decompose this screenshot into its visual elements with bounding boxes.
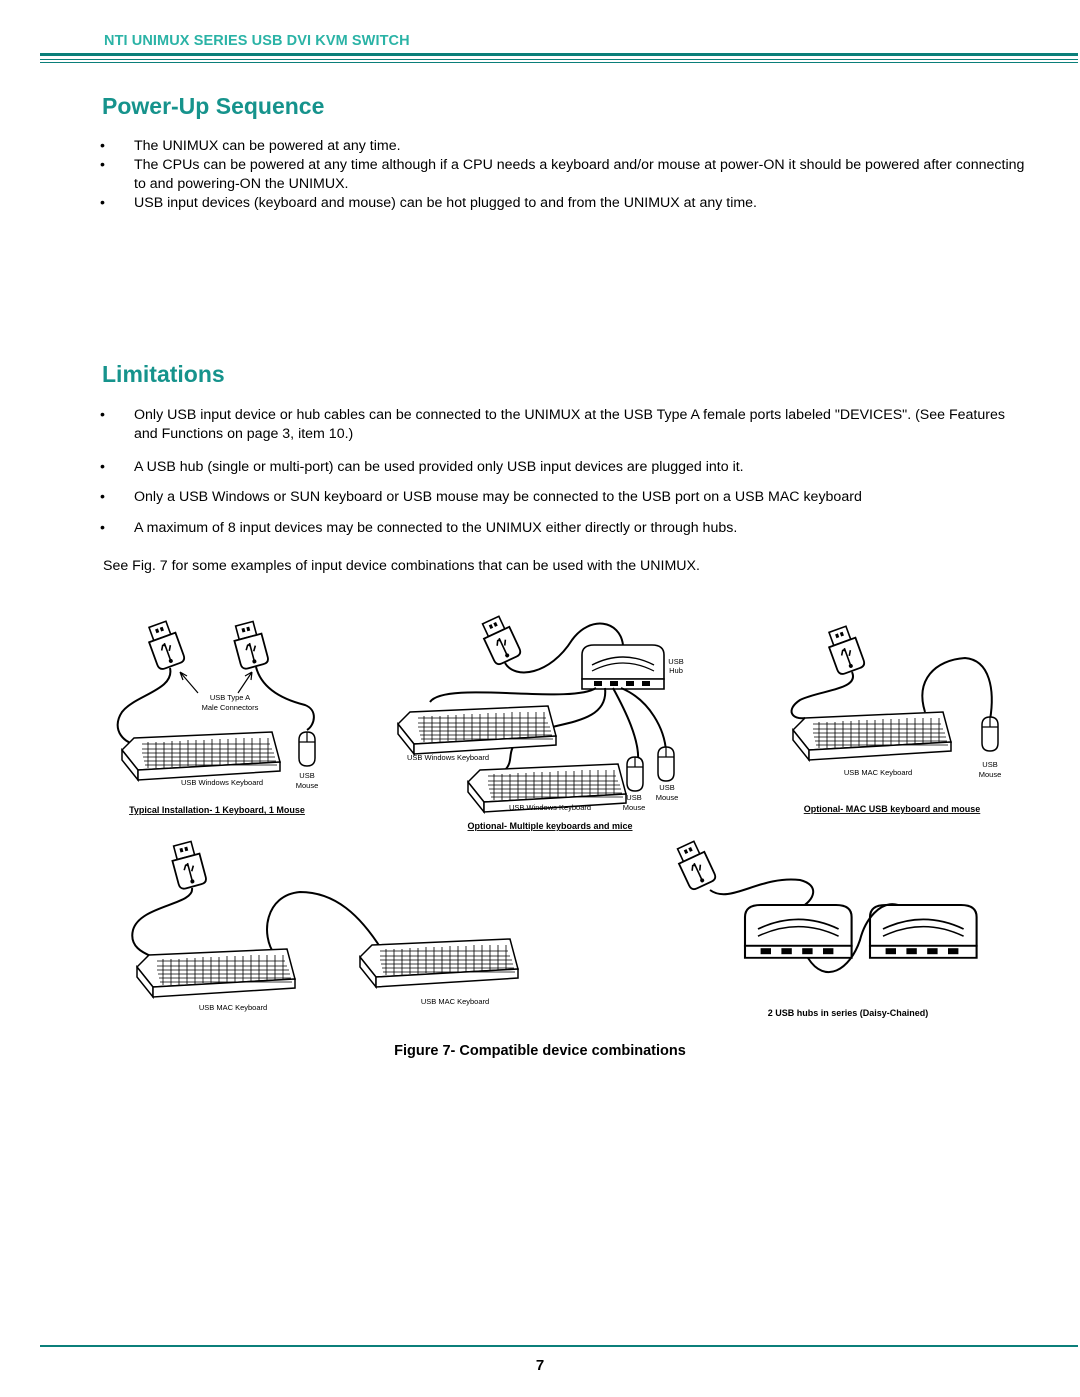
compatible-devices-figure	[0, 600, 1080, 1040]
panel-caption: Optional- Multiple keyboards and mice	[467, 821, 633, 831]
mouse-label: Mouse	[622, 803, 646, 812]
figure-caption: Figure 7- Compatible device combinations	[394, 1043, 686, 1059]
panel-caption: 2 USB hubs in series (Daisy-Chained)	[767, 1008, 929, 1018]
mouse-label: Mouse	[978, 770, 1002, 779]
keyboard-label: USB MAC Keyboard	[198, 1003, 268, 1012]
keyboard-label: USB Windows Keyboard	[406, 753, 490, 762]
mouse-label: Mouse	[655, 793, 679, 802]
panel-caption: Optional- MAC USB keyboard and mouse	[803, 804, 981, 814]
mouse-label: USB	[659, 783, 675, 792]
see-figure-text: See Fig. 7 for some examples of input device combinations that can be used with the UNIMUX.	[103, 558, 700, 574]
limitations-heading: Limitations	[102, 361, 225, 387]
hub-label: USB	[668, 657, 684, 666]
panel-daisy-hubs	[673, 839, 977, 1018]
connector-label: Male Connectors	[201, 703, 259, 712]
footer-rule	[40, 1345, 1078, 1347]
running-header: NTI UNIMUX SERIES USB DVI KVM SWITCH	[104, 33, 410, 49]
keyboard-label: USB MAC Keyboard	[843, 768, 913, 777]
panel-daisy-keyboards	[132, 840, 518, 1012]
page-number: 7	[535, 1357, 545, 1374]
mouse-label: USB	[626, 793, 642, 802]
header-rule	[40, 53, 1078, 63]
mouse-label: USB	[982, 760, 998, 769]
connector-label: USB Type A	[209, 693, 251, 702]
keyboard-label: USB Windows Keyboard	[508, 803, 592, 812]
panel-multiple-keyboards	[398, 614, 684, 831]
panel-typical-installation	[118, 620, 319, 815]
panel-caption: Typical Installation- 1 Keyboard, 1 Mouse	[129, 805, 305, 815]
panel-mac-keyboard	[792, 625, 1002, 814]
keyboard-label: USB Windows Keyboard	[180, 778, 264, 787]
hub-label: Hub	[669, 666, 683, 675]
power-up-heading: Power-Up Sequence	[102, 93, 325, 119]
keyboard-label: USB MAC Keyboard	[420, 997, 490, 1006]
mouse-label: USB	[299, 771, 315, 780]
mouse-label: Mouse	[295, 781, 319, 790]
